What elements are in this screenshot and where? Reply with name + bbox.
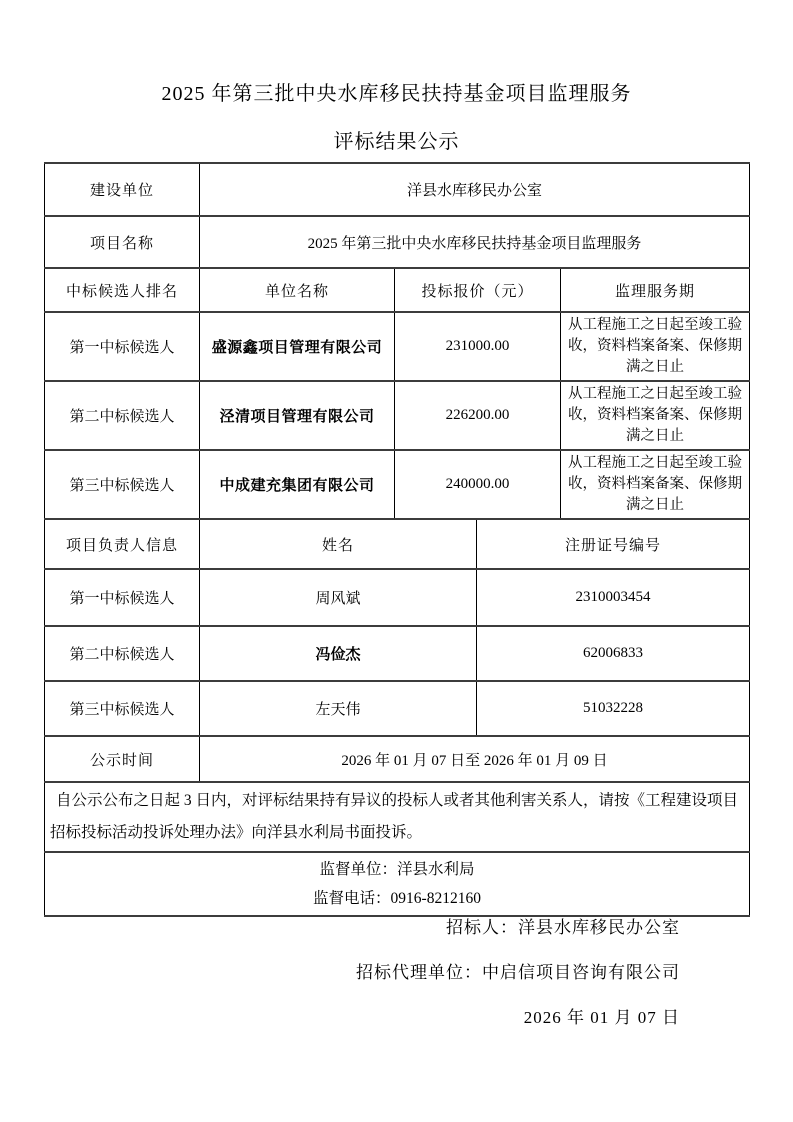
- project-name-value: 2025 年第三批中央水库移民扶持基金项目监理服务: [200, 216, 750, 268]
- manager-row-3: [45, 681, 750, 736]
- manager-row-1-cert: 2310003454: [477, 569, 750, 626]
- manager-header-row: [45, 519, 750, 569]
- manager-header-name: 姓名: [200, 519, 477, 569]
- signature-block: [356, 905, 680, 1040]
- bid-row-3-company: 中成建充集团有限公司: [200, 450, 395, 519]
- manager-header-cert: 注册证号编号: [477, 519, 750, 569]
- bid-row-2: [45, 381, 750, 450]
- bid-row-2-company: 泾清项目管理有限公司: [200, 381, 395, 450]
- bid-row-1-company: 盛源鑫项目管理有限公司: [200, 312, 395, 381]
- bid-row-1-period: 从工程施工之日起至竣工验收，资料档案备案、保修期满之日止: [561, 312, 750, 381]
- bid-header-company: 单位名称: [200, 268, 395, 312]
- bid-row-2-period: 从工程施工之日起至竣工验收，资料档案备案、保修期满之日止: [561, 381, 750, 450]
- publicity-time-value: 2026 年 01 月 07 日至 2026 年 01 月 09 日: [200, 736, 750, 782]
- row-construction-unit: [45, 163, 750, 216]
- manager-row-2-rank: 第二中标候选人: [45, 626, 200, 681]
- manager-header-info: 项目负责人信息: [45, 519, 200, 569]
- manager-row-2: [45, 626, 750, 681]
- row-objection-notice: [45, 782, 750, 852]
- construction-unit-value: 洋县水库移民办公室: [200, 163, 750, 216]
- bid-row-2-rank: 第二中标候选人: [45, 381, 200, 450]
- document-title: [0, 70, 793, 166]
- bid-row-1-price: 231000.00: [395, 312, 561, 381]
- publicity-time-label: 公示时间: [45, 736, 200, 782]
- supervision-unit: 监督单位：洋县水利局: [319, 861, 475, 878]
- result-table: [44, 162, 750, 917]
- date-line: 2026 年 01 月 07 日: [523, 1008, 680, 1027]
- manager-row-1-rank: 第一中标候选人: [45, 569, 200, 626]
- manager-row-2-cert: 62006833: [477, 626, 750, 681]
- agency-line: 招标代理单位：中启信项目咨询有限公司: [356, 963, 680, 982]
- bid-header-rank: 中标候选人排名: [45, 268, 200, 312]
- manager-row-3-rank: 第三中标候选人: [45, 681, 200, 736]
- objection-notice: 自公示公布之日起 3 日内，对评标结果持有异议的投标人或者其他利害关系人，请按《工程建设项目招标投标活动投诉处理办法》向洋县水利局书面投诉。: [45, 782, 750, 852]
- bid-header-price: 投标报价（元）: [395, 268, 561, 312]
- bid-row-2-price: 226200.00: [395, 381, 561, 450]
- construction-unit-label: 建设单位: [45, 163, 200, 216]
- manager-row-3-name: 左天伟: [200, 681, 477, 736]
- bid-header-period: 监理服务期: [561, 268, 750, 312]
- tenderee-line: 招标人：洋县水库移民办公室: [446, 918, 680, 937]
- project-name-label: 项目名称: [45, 216, 200, 268]
- manager-row-1: [45, 569, 750, 626]
- bid-header-row: [45, 268, 750, 312]
- bid-row-3-period: 从工程施工之日起至竣工验收，资料档案备案、保修期满之日止: [561, 450, 750, 519]
- supervision-phone: 监督电话：0916-8212160: [313, 890, 481, 907]
- title-line-1: 2025 年第三批中央水库移民扶持基金项目监理服务: [161, 83, 632, 105]
- bid-row-1-rank: 第一中标候选人: [45, 312, 200, 381]
- bid-row-3-price: 240000.00: [395, 450, 561, 519]
- row-project-name: [45, 216, 750, 268]
- title-line-2: 评标结果公示: [333, 131, 460, 153]
- bid-row-1: [45, 312, 750, 381]
- bid-row-3-rank: 第三中标候选人: [45, 450, 200, 519]
- row-publicity-time: [45, 736, 750, 782]
- bid-row-3: [45, 450, 750, 519]
- manager-row-2-name: 冯俭杰: [200, 626, 477, 681]
- manager-row-1-name: 周风斌: [200, 569, 477, 626]
- manager-row-3-cert: 51032228: [477, 681, 750, 736]
